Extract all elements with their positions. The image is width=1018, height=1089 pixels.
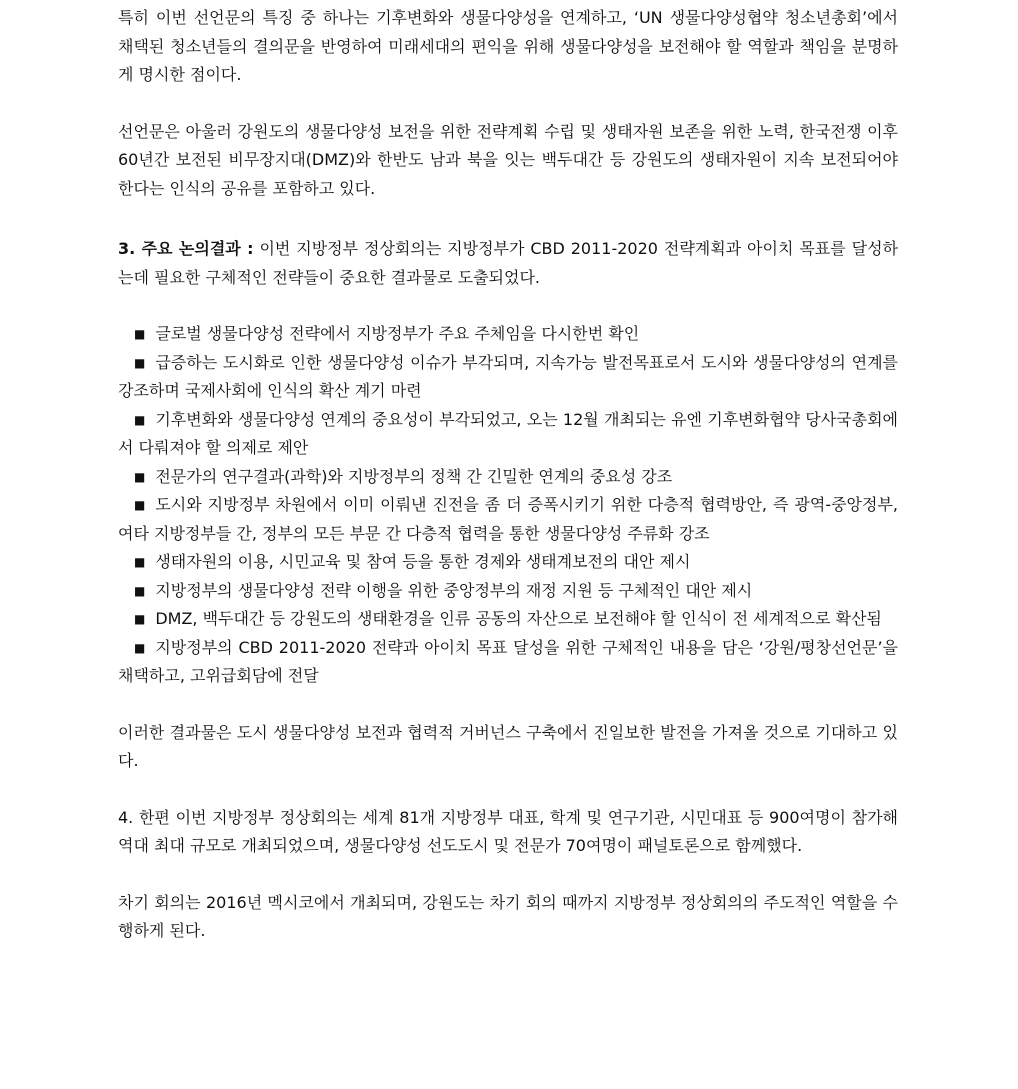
square-bullet-icon: ■ xyxy=(134,555,146,569)
square-bullet-icon: ■ xyxy=(134,327,146,341)
list-item: ■ 전문가의 연구결과(과학)와 지방정부의 정책 간 긴밀한 연계의 중요성 강조 xyxy=(118,463,898,492)
list-item: ■ 지방정부의 CBD 2011-2020 전략과 아이치 목표 달성을 위한 구체적인 내용을 담은 ‘강원/평창선언문’을 채택하고, 고위급회담에 전달 xyxy=(118,634,898,691)
list-item: ■ 급증하는 도시화로 인한 생물다양성 이슈가 부각되며, 지속가능 발전목표로서 도시와 생물다양성의 연계를 강조하며 국제사회에 인식의 확산 계기 마련 xyxy=(118,349,898,406)
paragraph-declaration-feature: 특히 이번 선언문의 특징 중 하나는 기후변화와 생물다양성을 연계하고, ‘UN 생물다양성협약 청소년총회’에서 채택된 청소년들의 결의문을 반영하여 미래세대의 편익을 위해 생물다양성을 보전해야 할 역할과 책임을 분명하게 명시한 점이다. xyxy=(118,8,898,84)
list-item: ■ 생태자원의 이용, 시민교육 및 참여 등을 통한 경제와 생태계보전의 대안 제시 xyxy=(118,548,898,577)
square-bullet-icon: ■ xyxy=(134,355,146,370)
paragraph-next-meeting: 차기 회의는 2016년 멕시코에서 개최되며, 강원도는 차기 회의 때까지 지방정부 정상회의의 주도적인 역할을 수행하게 된다. xyxy=(118,892,898,940)
paragraph-expectation: 이러한 결과물은 도시 생물다양성 보전과 협력적 거버넌스 구축에서 진일보한 발전을 가져올 것으로 기대하고 있다. xyxy=(118,722,898,770)
list-item: ■ 지방정부의 생물다양성 전략 이행을 위한 중앙정부의 재정 지원 등 구체적인 대안 제시 xyxy=(118,577,898,606)
section-3-body: 이번 지방정부 정상회의는 지방정부가 CBD 2011-2020 전략계획과 아이치 목표를 달성하는데 필요한 구체적인 전략들이 중요한 결과물로 도출되었다. xyxy=(118,239,898,287)
square-bullet-icon: ■ xyxy=(134,469,146,484)
square-bullet-icon: ■ xyxy=(134,640,146,655)
section-3-heading: 3. 주요 논의결과 : xyxy=(118,239,254,258)
paragraph-declaration-gangwon: 선언문은 아울러 강원도의 생물다양성 보전을 위한 전략계획 수립 및 생태자원 보존을 위한 노력, 한국전쟁 이후 60년간 보전된 비무장지대(DMZ)와 한반도 남과 북을 잇는 백두대간 등 강원도의 생태자원이 지속 보전되어야 한다는 인식의 공유를 포함하고 있다. xyxy=(118,121,898,198)
section-4-participation: 4. 한편 이번 지방정부 정상회의는 세계 81개 지방정부 대표, 학계 및 연구기관, 시민대표 등 900여명이 참가해 역대 최대 규모로 개최되었으며, 생물다양성 선도도시 및 전문가 70여명이 패널토론으로 함께했다. xyxy=(118,807,898,855)
square-bullet-icon: ■ xyxy=(134,412,146,427)
document-page xyxy=(118,0,898,946)
square-bullet-icon: ■ xyxy=(134,498,146,512)
list-item: ■ DMZ, 백두대간 등 강원도의 생태환경을 인류 공동의 자산으로 보전해야 할 인식이 전 세계적으로 확산됨 xyxy=(118,605,898,634)
list-item: ■ 글로벌 생물다양성 전략에서 지방정부가 주요 주체임을 다시한번 확인 xyxy=(118,320,898,349)
results-bullet-list xyxy=(118,320,898,691)
section-3-results xyxy=(118,235,898,292)
square-bullet-icon: ■ xyxy=(134,612,146,626)
list-item: ■ 도시와 지방정부 차원에서 이미 이뤄낸 진전을 좀 더 증폭시키기 위한 다층적 협력방안, 즉 광역-중앙정부, 여타 지방정부들 간, 정부의 모든 부문 간 다층적 협력을 통한 생물다양성 주류화 강조 xyxy=(118,491,898,548)
list-item: ■ 기후변화와 생물다양성 연계의 중요성이 부각되었고, 오는 12월 개최되는 유엔 기후변화협약 당사국총회에서 다뤄져야 할 의제로 제안 xyxy=(118,406,898,463)
square-bullet-icon: ■ xyxy=(134,583,146,598)
